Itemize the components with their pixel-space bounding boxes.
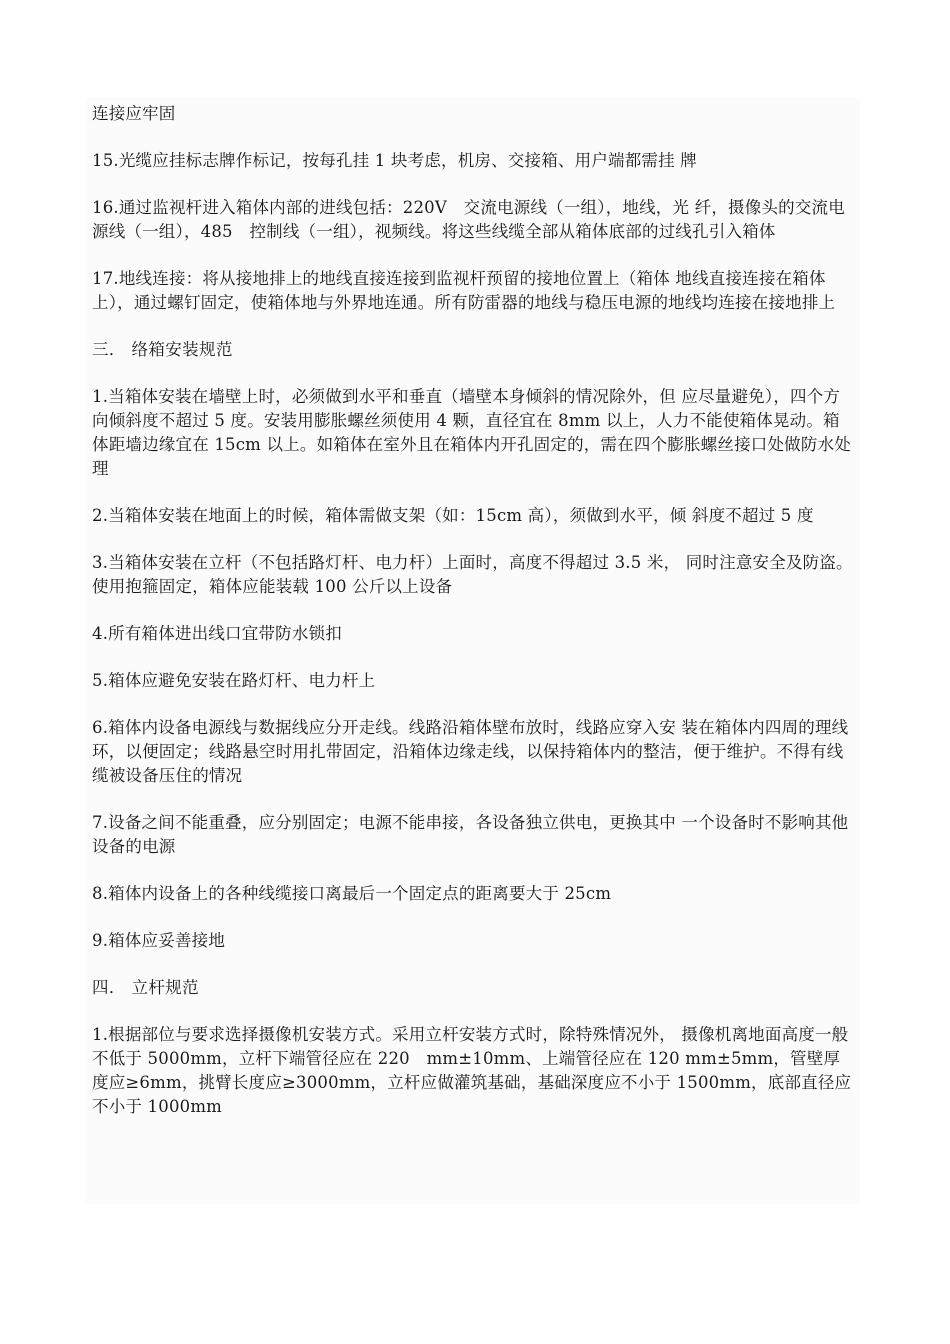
paragraph-item-16: 16.通过监视杆进入箱体内部的进线包括：220V 交流电源线（一组），地线，光 纤，摄像头的交流电源线（一组），485 控制线（一组），视频线。将这些线缆全部从箱体底部的过线孔引入箱体: [92, 198, 845, 241]
paragraph-box-item-5: 5.箱体应避免安装在路灯杆、电力杆上: [92, 671, 376, 690]
paragraph-box-item-2: 2.当箱体安装在地面上的时候，箱体需做支架（如：15cm 高），须做到水平，倾 斜度不超过 5 度: [92, 506, 814, 525]
paragraph-continuation: 连接应牢固: [92, 104, 176, 123]
document-page: [86, 98, 860, 1204]
paragraph-box-item-1: 1.当箱体安装在墙壁上时，必须做到水平和垂直（墙壁本身倾斜的情况除外，但 应尽量避免），四个方向倾斜度不超过 5 度。安装用膨胀螺丝须使用 4 颗，直径宜在 8mm 以上，人力不能使箱体晃动。箱体距墙边缘宜在 15cm 以上。如箱体在室外且在箱体内开孔固定的，需在四个膨胀螺丝接口处做防水处理: [92, 387, 851, 478]
section-heading-4: 四． 立杆规范: [92, 978, 200, 997]
paragraph-box-item-3: 3.当箱体安装在立杆（不包括路灯杆、电力杆）上面时，高度不得超过 3.5 米， 同时注意安全及防盗。使用抱箍固定，箱体应能装载 100 公斤以上设备: [92, 553, 853, 596]
paragraph-pole-item-1: 1.根据部位与要求选择摄像机安装方式。采用立杆安装方式时，除特殊情况外， 摄像机离地面高度一般不低于 5000mm，立杆下端管径应在 220 mm±10mm、上端管径应在 120 mm±5mm，管壁厚度应≥6mm，挑臂长度应≥3000mm，立杆应做灌筑基础，基础深度应不小于 1500mm，底部直径应不小于 1000mm: [92, 1025, 852, 1116]
paragraph-box-item-9: 9.箱体应妥善接地: [92, 931, 226, 950]
paragraph-box-item-7: 7.设备之间不能重叠，应分别固定；电源不能串接，各设备独立供电，更换其中 一个设备时不影响其他设备的电源: [92, 813, 849, 856]
paragraph-item-15: 15.光缆应挂标志牌作标记，按每孔挂 1 块考虑，机房、交接箱、用户端都需挂 牌: [92, 151, 697, 170]
paragraph-box-item-8: 8.箱体内设备上的各种线缆接口离最后一个固定点的距离要大于 25cm: [92, 884, 612, 903]
paragraph-box-item-4: 4.所有箱体进出线口宜带防水锁扣: [92, 624, 342, 643]
section-heading-3: 三． 络箱安装规范: [92, 340, 233, 359]
paragraph-box-item-6: 6.箱体内设备电源线与数据线应分开走线。线路沿箱体壁布放时，线路应穿入安 装在箱体内四周的理线环，以便固定；线路悬空时用扎带固定，沿箱体边缘走线，以保持箱体内的整洁，便于维护。不得有线缆被设备压住的情况: [92, 718, 849, 785]
paragraph-item-17: 17.地线连接：将从接地排上的地线直接连接到监视杆预留的接地位置上（箱体 地线直接连接在箱体上），通过螺钉固定，使箱体地与外界地连通。所有防雷器的地线与稳压电源的地线均连接在接地排上: [92, 269, 836, 312]
